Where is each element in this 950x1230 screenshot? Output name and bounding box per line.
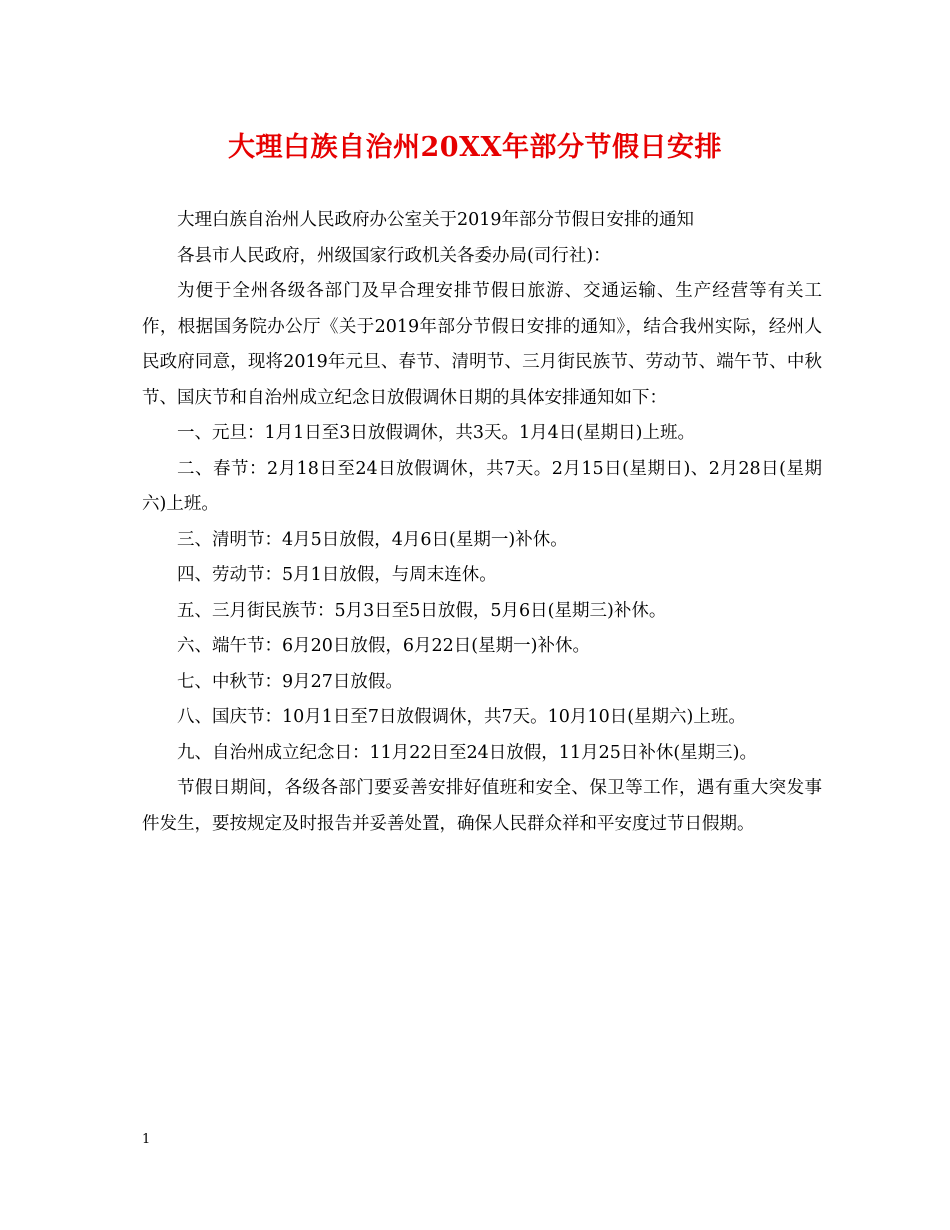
- recipients-paragraph: 各县市人民政府，州级国家行政机关各委办局(司行社)：: [177, 245, 611, 266]
- holiday-item-labor-day: 四、劳动节：5月1日放假，与周末连休。: [177, 565, 497, 585]
- document-body: [142, 203, 822, 842]
- holiday-item-mid-autumn: 七、中秋节：9月27日放假。: [177, 671, 403, 692]
- holiday-item-national-day: 八、国庆节：10月1日至7日放假调休，共7天。10月10日(星期六)上班。: [177, 707, 746, 727]
- holiday-item-third-month-fair: 五、三月街民族节：5月3日至5日放假，5月6日(星期三)补休。: [177, 600, 667, 621]
- page-number: 1: [142, 1132, 151, 1147]
- holiday-item-new-year: 一、元旦：1月1日至3日放假调休，共3天。1月4日(星期日)上班。: [177, 423, 695, 443]
- notice-heading-paragraph: 大理白族自治州人民政府办公室关于2019年部分节假日安排的通知: [177, 210, 695, 230]
- holiday-item-prefecture-anniversary: 九、自治州成立纪念日：11月22日至24日放假，11月25日补休(星期三)。: [177, 742, 757, 763]
- holiday-item-qingming: 三、清明节：4月5日放假，4月6日(星期一)补休。: [177, 529, 568, 550]
- holiday-item-spring-festival: 二、春节：2月18日至24日放假调休，共7天。2月15日(星期日)、2月28日(星期六)上班。: [142, 458, 822, 514]
- holiday-item-dragon-boat: 六、端午节：6月20日放假，6月22日(星期一)补休。: [177, 636, 590, 656]
- document-title: 大理白族自治州20XX年部分节假日安排: [228, 132, 722, 163]
- closing-paragraph: 节假日期间，各级各部门要妥善安排好值班和安全、保卫等工作，遇有重大突发事件发生，要按规定及时报告并妥善处置，确保人民群众祥和平安度过节日假期。: [142, 778, 822, 834]
- intro-paragraph: 为便于全州各级各部门及早合理安排节假日旅游、交通运输、生产经营等有关工作，根据国务院办公厅《关于2019年部分节假日安排的通知》，结合我州实际，经州人民政府同意，现将2019年元旦、春节、清明节、三月街民族节、劳动节、端午节、中秋节、国庆节和自治州成立纪念日放假调休日期的具体安排通知如下：: [142, 281, 822, 408]
